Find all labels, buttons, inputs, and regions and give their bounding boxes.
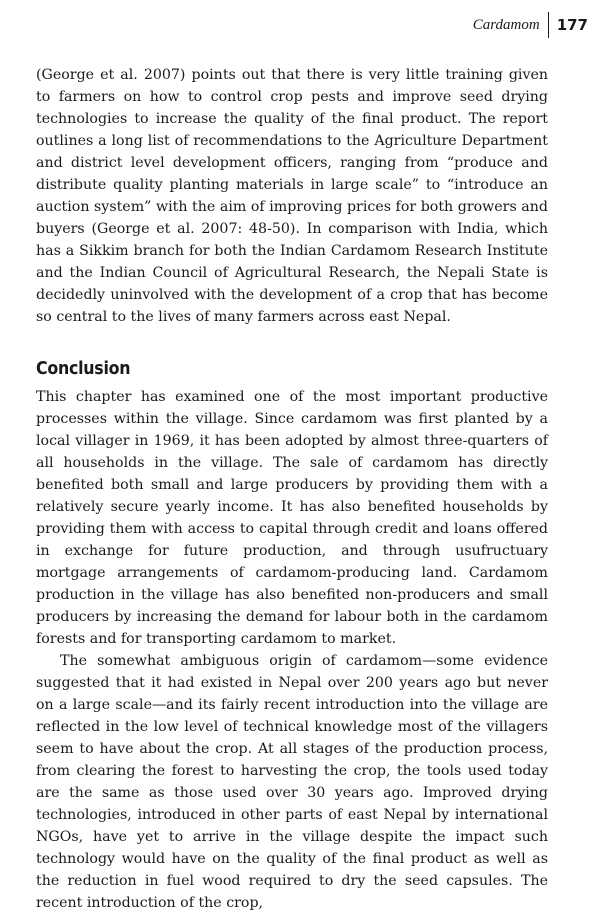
body-paragraph: This chapter has examined one of the most important productive processes within the village. Since cardamom was first planted by a local villager in 1969, it has been adopted by almost three-quarters of all households in the village. The sale of cardamom has directly benefited both small and large producers by providing them with a relatively secure yearly income. It has also benefited households by providing them with access to capital through credit and loans offered in exchange for future production, and through usufructuary mortgage arrangements of cardamom-producing land. Cardamom production in the village has also benefited non-producers and small producers by increasing the demand for labour both in the cardamom forests and for transporting cardamom to market. bbox=[36, 389, 548, 647]
running-head: Cardamom bbox=[472, 16, 540, 33]
body-paragraph: (George et al. 2007) points out that there is very little training given to farmers on how to control crop pests and improve seed drying technologies to increase the quality of the final product. The report outlines a long list of recommendations to the Agriculture Department and district level development officers, ranging from “produce and distribute quality planting materials in large scale” to “introduce an auction system” with the aim of improving prices for both growers and buyers (George et al. 2007: 48-50). In comparison with India, which has a Sikkim branch for both the Indian Cardamom Research Institute and the Indian Council of Agricultural Research, the Nepali State is decidedly uninvolved with the development of a crop that has become so central to the lives of many farmers across east Nepal. bbox=[36, 67, 548, 325]
page-header bbox=[473, 12, 588, 38]
page-body bbox=[36, 64, 548, 914]
body-paragraph: The somewhat ambiguous origin of cardamom—some evidence suggested that it had existed in Nepal over 200 years ago but never on a large scale—and its fairly recent introduction into the village are reflected in the low level of technical knowledge most of the villagers seem to have about the crop. At all stages of the production process, from clearing the forest to harvesting the crop, the tools used today are the same as those used over 30 years ago. Improved drying technologies, introduced in other parts of east Nepal by international NGOs, have yet to arrive in the village despite the impact such technology would have on the quality of the final product as well as the reduction in fuel wood required to dry the seed capsules. The recent introduction of the crop, bbox=[36, 653, 548, 911]
section-heading: Conclusion bbox=[36, 358, 131, 379]
page-number: 177 bbox=[556, 16, 588, 34]
